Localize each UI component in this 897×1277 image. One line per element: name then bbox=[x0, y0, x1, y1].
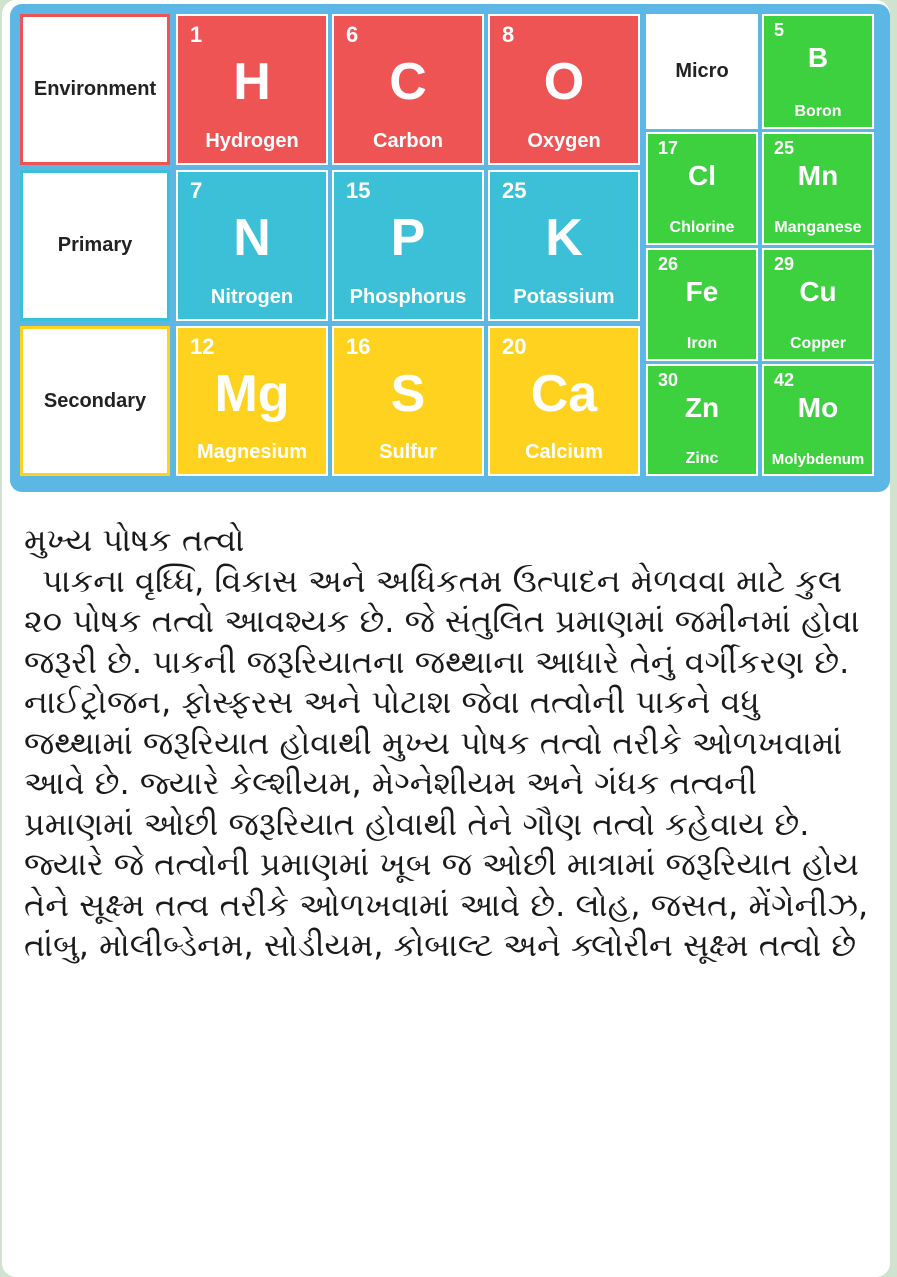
element-symbol: S bbox=[390, 365, 426, 423]
element-name: Manganese bbox=[774, 219, 862, 236]
element-name: Iron bbox=[686, 335, 718, 352]
element-chlorine bbox=[646, 132, 758, 245]
row-label-micro: Micro bbox=[646, 14, 758, 129]
element-copper bbox=[762, 248, 874, 361]
message-card bbox=[2, 0, 890, 1277]
element-name: Chlorine bbox=[669, 219, 735, 236]
element-iron bbox=[646, 248, 758, 361]
element-magnesium bbox=[176, 326, 328, 476]
element-name: Potassium bbox=[513, 286, 615, 308]
element-oxygen bbox=[488, 14, 640, 165]
element-symbol: Mg bbox=[214, 365, 290, 423]
article-body: પાકના વૃધ્ધિ, વિકાસ અને અધિકતમ ઉત્પાદન મેળવવા માટે કુલ ૨૦ પોષક તત્વો આવશ્યક છે. જે સંતુલિત પ્રમાણમાં જમીનમાં હોવા જરૂરી છે. પાકની જરૂરિયાતના જથ્થાના આધારે તેનું વર્ગીકરણ છે. નાઈટ્રોજન, ફોસ્ફરસ અને પોટાશ જેવા તત્વોની પાકને વધુ જથ્થામાં જરૂરિયાત હોવાથી મુખ્ય પોષક તત્વો તરીકે ઓળખવામાં આવે છે. જ્યારે કેલ્શીયમ, મેગ્નેશીયમ અને ગંધક તત્વની પ્રમાણમાં ઓછી જરૂરિયાત હોવાથી તેને ગૌણ તત્વો કહેવાય છે. જ્યારે જે તત્વોની પ્રમાણમાં ખૂબ જ ઓછી માત્રામાં જરૂરિયાત હોય તેને સૂક્ષ્મ તત્વ તરીકે ઓળખવામાં આવે છે. લોહ, જસત, મેંગેનીઝ, તાંબુ, મોલીબ્ડેનમ, સોડીયમ, કોબાલ્ટ અને ક્લોરીન સૂક્ષ્મ તત્વો છે bbox=[24, 561, 869, 964]
article-title: મુખ્ય પોષક તત્વો bbox=[24, 521, 245, 559]
element-symbol: N bbox=[233, 209, 271, 267]
element-symbol: Fe bbox=[685, 276, 719, 307]
element-name: Zinc bbox=[685, 450, 719, 467]
element-name: Hydrogen bbox=[205, 130, 299, 152]
element-boron bbox=[762, 14, 874, 129]
atomic-number: 6 bbox=[346, 22, 359, 47]
element-symbol: Cu bbox=[799, 276, 837, 307]
atomic-number: 30 bbox=[658, 370, 679, 390]
element-symbol: K bbox=[545, 209, 583, 267]
element-symbol: P bbox=[390, 209, 426, 267]
element-sulfur bbox=[332, 326, 484, 476]
nutrient-element-table bbox=[10, 4, 890, 492]
row-label-environment: Environment bbox=[20, 14, 170, 165]
atomic-number: 7 bbox=[190, 178, 203, 203]
element-nitrogen bbox=[176, 170, 328, 321]
atomic-number: 16 bbox=[346, 334, 371, 359]
element-hydrogen bbox=[176, 14, 328, 165]
element-zinc bbox=[646, 364, 758, 476]
element-symbol: Mn bbox=[797, 160, 839, 191]
element-carbon bbox=[332, 14, 484, 165]
atomic-number: 29 bbox=[774, 254, 795, 274]
element-name: Carbon bbox=[373, 130, 443, 152]
element-symbol: O bbox=[543, 53, 585, 111]
element-name: Molybdenum bbox=[771, 451, 865, 468]
atomic-number: 25 bbox=[502, 178, 527, 203]
element-symbol: Zn bbox=[684, 392, 720, 423]
element-potassium bbox=[488, 170, 640, 321]
element-name: Magnesium bbox=[196, 441, 308, 463]
atomic-number: 15 bbox=[346, 178, 371, 203]
atomic-number: 42 bbox=[774, 370, 795, 390]
element-symbol: Mo bbox=[797, 392, 839, 423]
element-name: Phosphorus bbox=[349, 286, 467, 308]
element-symbol: C bbox=[389, 53, 427, 111]
element-name: Copper bbox=[790, 335, 846, 352]
atomic-number: 8 bbox=[502, 22, 515, 47]
element-name: Oxygen bbox=[527, 130, 601, 152]
element-name: Boron bbox=[794, 103, 842, 120]
article-text bbox=[24, 520, 874, 966]
element-symbol: B bbox=[807, 42, 829, 73]
atomic-number: 5 bbox=[774, 20, 785, 40]
element-phosphorus bbox=[332, 170, 484, 321]
element-calcium bbox=[488, 326, 640, 476]
atomic-number: 1 bbox=[190, 22, 203, 47]
atomic-number: 26 bbox=[658, 254, 679, 274]
element-symbol: Cl bbox=[688, 160, 716, 191]
element-name: Calcium bbox=[525, 441, 603, 463]
row-label-secondary: Secondary bbox=[20, 326, 170, 476]
element-symbol: H bbox=[233, 53, 271, 111]
element-molybdenum bbox=[762, 364, 874, 476]
atomic-number: 25 bbox=[774, 138, 795, 158]
row-label-primary: Primary bbox=[20, 170, 170, 321]
element-name: Sulfur bbox=[379, 441, 437, 463]
atomic-number: 20 bbox=[502, 334, 527, 359]
element-name: Nitrogen bbox=[210, 286, 294, 308]
element-symbol: Ca bbox=[530, 365, 598, 423]
element-manganese bbox=[762, 132, 874, 245]
atomic-number: 17 bbox=[658, 138, 679, 158]
atomic-number: 12 bbox=[190, 334, 215, 359]
